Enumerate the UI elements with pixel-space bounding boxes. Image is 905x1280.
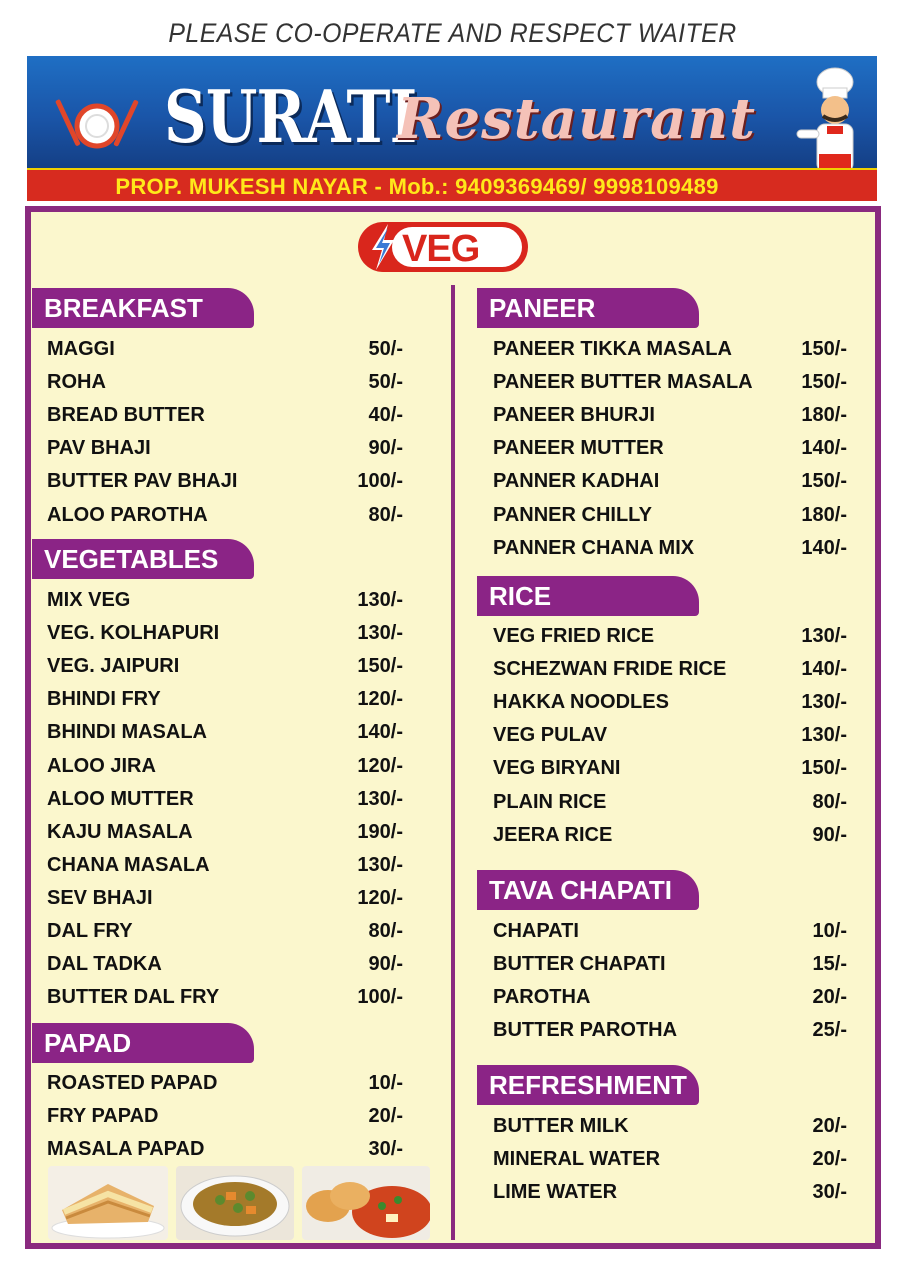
menu-item (47, 850, 403, 880)
menu-item (47, 433, 403, 463)
top-note: PLEASE CO-OPERATE AND RESPECT WAITER (168, 18, 737, 48)
curry-image (176, 1166, 294, 1240)
menu-item-price: 130/- (801, 691, 847, 714)
menu-item (493, 1015, 847, 1045)
menu-item-price: 130/- (357, 622, 403, 645)
menu-item-name: SCHEZWAN FRIDE RICE (493, 658, 727, 681)
section-header-tava-chapati: TAVA CHAPATI (477, 870, 699, 910)
menu-item-price: 20/- (812, 1148, 847, 1171)
menu-item (47, 916, 403, 946)
menu-item (47, 585, 403, 615)
menu-item-price: 25/- (812, 1019, 847, 1042)
menu-item (493, 720, 847, 750)
menu-item (47, 466, 403, 496)
menu-item-name: BHINDI FRY (47, 688, 161, 711)
menu-item-price: 120/- (357, 886, 403, 909)
menu-item-price: 140/- (801, 536, 847, 559)
menu-item-price: 180/- (801, 404, 847, 427)
menu-item (493, 687, 847, 717)
menu-item-price: 30/- (368, 1138, 403, 1161)
menu-item-price: 20/- (368, 1105, 403, 1128)
proprietor-bar (27, 168, 877, 201)
menu-item-name: DAL TADKA (47, 953, 162, 976)
menu-item-name: HAKKA NOODLES (493, 691, 669, 714)
plate-cutlery-icon (55, 92, 139, 168)
menu-item-price: 140/- (801, 658, 847, 681)
menu-item (493, 466, 847, 496)
menu-item-price: 150/- (801, 371, 847, 394)
section-header-paneer: PANEER (477, 288, 699, 328)
menu-item (493, 1177, 847, 1207)
menu-item-name: VEG BIRYANI (493, 757, 621, 780)
veg-label: VEG (402, 228, 480, 270)
menu-item-name: BREAD BUTTER (47, 404, 205, 427)
menu-item (493, 787, 847, 817)
menu-item (493, 916, 847, 946)
menu-item (47, 883, 403, 913)
menu-item (493, 367, 847, 397)
menu-item-name: FRY PAPAD (47, 1105, 159, 1128)
menu-item (493, 753, 847, 783)
menu-item-price: 140/- (801, 437, 847, 460)
veg-badge (358, 222, 528, 272)
food-photo-sandwich (48, 1166, 168, 1240)
menu-item-name: PANEER MUTTER (493, 437, 664, 460)
menu-item-price: 10/- (368, 1072, 403, 1094)
menu-item (493, 400, 847, 430)
menu-item-price: 90/- (812, 823, 847, 846)
menu-item (47, 717, 403, 747)
menu-item-name: BUTTER DAL FRY (47, 986, 220, 1009)
menu-item-name: PANEER BHURJI (493, 404, 655, 427)
menu-item-name: BUTTER PAROTHA (493, 1019, 678, 1042)
menu-item-name: PANEER BUTTER MASALA (493, 371, 753, 394)
menu-item-price: 100/- (357, 470, 403, 493)
column-divider (451, 285, 455, 1240)
menu-item-name: VEG PULAV (493, 724, 608, 747)
menu-item-price: 150/- (801, 757, 847, 780)
section-header-papad: PAPAD (32, 1023, 254, 1063)
menu-item-name: ROHA (47, 371, 106, 394)
section-header-breakfast: BREAKFAST (32, 288, 254, 328)
menu-item (47, 684, 403, 714)
section-header-vegetables: VEGETABLES (32, 539, 254, 579)
menu-item-name: CHANA MASALA (47, 853, 210, 876)
menu-item-name: PANNER CHILLY (493, 503, 652, 526)
menu-item (493, 820, 847, 850)
menu-item-name: KAJU MASALA (47, 820, 193, 843)
menu-item-name: CHAPATI (493, 920, 579, 942)
restaurant-banner (27, 56, 877, 168)
menu-item-price: 90/- (368, 953, 403, 976)
menu-item-name: ALOO PAROTHA (47, 503, 208, 526)
menu-item-price: 20/- (812, 1115, 847, 1137)
menu-item-price: 100/- (357, 986, 403, 1009)
menu-item-price: 50/- (368, 371, 403, 394)
menu-item-price: 50/- (368, 338, 403, 360)
menu-item (47, 651, 403, 681)
menu-item-name: JEERA RICE (493, 823, 613, 846)
menu-item (47, 784, 403, 814)
menu-item (47, 1134, 403, 1164)
section-header-rice: RICE (477, 576, 699, 616)
menu-item-name: LIME WATER (493, 1181, 618, 1204)
menu-item-name: VEG. JAIPURI (47, 655, 180, 678)
menu-item-price: 80/- (368, 920, 403, 942)
menu-item-price: 180/- (801, 503, 847, 526)
menu-item-price: 190/- (357, 820, 403, 843)
menu-item-name: BUTTER CHAPATI (493, 953, 666, 976)
menu-item (47, 1068, 403, 1098)
menu-item (47, 982, 403, 1012)
menu-item-price: 120/- (357, 688, 403, 711)
menu-item-price: 20/- (812, 986, 847, 1009)
menu-item-price: 10/- (812, 920, 847, 942)
restaurant-name: SURATI (164, 74, 417, 159)
menu-item-name: VEG. KOLHAPURI (47, 622, 220, 645)
menu-item-name: BUTTER PAV BHAJI (47, 470, 238, 493)
menu-item-name: PAROTHA (493, 986, 591, 1009)
menu-item-price: 80/- (812, 790, 847, 813)
menu-item-name: ROASTED PAPAD (47, 1072, 218, 1094)
menu-item-name: BHINDI MASALA (47, 721, 207, 744)
menu-item-name: MIX VEG (47, 589, 131, 611)
menu-item (493, 621, 847, 651)
menu-item (47, 618, 403, 648)
menu-item-price: 140/- (357, 721, 403, 744)
menu-item-price: 90/- (368, 437, 403, 460)
restaurant-script-title: Restaurant (397, 86, 756, 152)
menu-item (493, 533, 847, 563)
menu-item-price: 150/- (801, 338, 847, 360)
menu-item (47, 949, 403, 979)
menu-item (47, 334, 403, 364)
menu-item-price: 30/- (812, 1181, 847, 1204)
menu-item (47, 1101, 403, 1131)
menu-item (493, 433, 847, 463)
food-photo-curry (176, 1166, 294, 1240)
menu-item (493, 982, 847, 1012)
veg-badge-inner (392, 227, 522, 270)
pav-bhaji-image (302, 1166, 430, 1240)
menu-item (47, 817, 403, 847)
menu-item-name: PANNER KADHAI (493, 470, 660, 493)
menu-item (47, 367, 403, 397)
menu-item-price: 150/- (357, 655, 403, 678)
menu-item-name: ALOO MUTTER (47, 787, 194, 810)
menu-item (47, 751, 403, 781)
proprietor-contact: PROP. MUKESH NAYAR - Mob.: 9409369469/ 9998109489 (115, 174, 719, 199)
menu-item-price: 150/- (801, 470, 847, 493)
section-header-refreshment: REFRESHMENT (477, 1065, 699, 1105)
menu-item-price: 130/- (357, 853, 403, 876)
menu-item-name: ALOO JIRA (47, 754, 156, 777)
menu-item-name: PANNER CHANA MIX (493, 536, 695, 559)
menu-item-price: 130/- (801, 625, 847, 647)
menu-item-name: MASALA PAPAD (47, 1138, 205, 1161)
menu-item-name: SEV BHAJI (47, 886, 153, 909)
menu-item-name: VEG FRIED RICE (493, 625, 655, 647)
menu-item-name: BUTTER MILK (493, 1115, 629, 1137)
menu-item-price: 40/- (368, 404, 403, 427)
menu-item-price: 120/- (357, 754, 403, 777)
chef-mascot-icon (787, 64, 867, 168)
menu-item (47, 400, 403, 430)
menu-item-name: PAV BHAJI (47, 437, 151, 460)
menu-item-name: MAGGI (47, 338, 115, 360)
menu-item-name: PLAIN RICE (493, 790, 607, 813)
menu-item-name: MINERAL WATER (493, 1148, 661, 1171)
menu-item-price: 130/- (357, 787, 403, 810)
menu-item (47, 500, 403, 530)
food-photo-pav-bhaji (302, 1166, 430, 1240)
menu-item-price: 130/- (357, 589, 403, 611)
menu-item (493, 654, 847, 684)
menu-item (493, 949, 847, 979)
menu-item-price: 80/- (368, 503, 403, 526)
sandwich-image (48, 1166, 168, 1240)
menu-item-name: DAL FRY (47, 920, 133, 942)
menu-item-name: PANEER TIKKA MASALA (493, 338, 732, 360)
menu-item (493, 334, 847, 364)
menu-item (493, 500, 847, 530)
menu-item-price: 15/- (812, 953, 847, 976)
menu-item (493, 1111, 847, 1141)
menu-item (493, 1144, 847, 1174)
menu-item-price: 130/- (801, 724, 847, 747)
